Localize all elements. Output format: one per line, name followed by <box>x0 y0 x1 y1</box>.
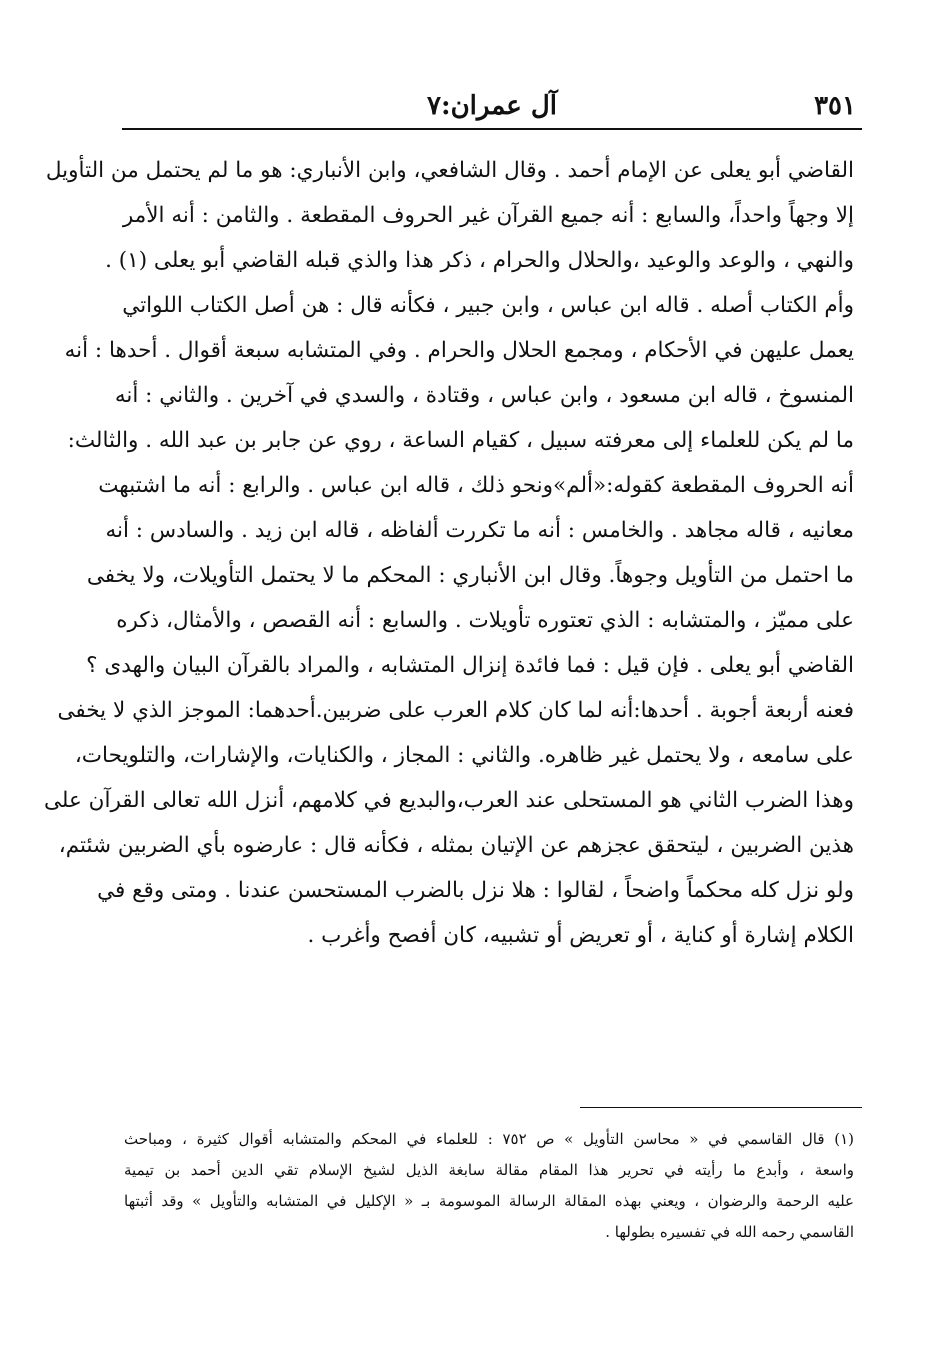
footnote-line: واسعة ، وأبدع ما رأيته في تحرير هذا المقام مقالة سابغة الذيل لشيخ الإسلام تقي الدين أحمد بن تيمية <box>124 1161 854 1179</box>
text-line: فعنه أربعة أجوبة . أحدها:أنه لما كان كلام العرب على ضربين.أحدهما: الموجز الذي لا يخفى <box>57 698 854 723</box>
text-line: معانيه ، قاله مجاهد . والخامس : أنه ما تكررت ألفاظه ، قاله ابن زيد . والسادس : أنه <box>105 518 854 543</box>
text-line: على مميّز ، والمتشابه : الذي تعتوره تأويلات . والسابع : أنه القصص ، والأمثال، ذكره <box>116 608 854 633</box>
footnote-line: (١) قال القاسمي في « محاسن التأويل » ص ٧٥٢ : للعلماء في المحكم والمتشابه أقوال كثيرة ، ومباحث <box>124 1130 854 1148</box>
footnote-line: عليه الرحمة والرضوان ، ويعني بهذه المقالة الرسالة الموسومة بـ « الإكليل في المتشابه والتأويل » وقد أثبتها <box>124 1192 854 1210</box>
text-line: على سامعه ، ولا يحتمل غير ظاهره. والثاني : المجاز ، والكنايات، والإشارات، والتلويحات، <box>74 743 854 768</box>
page-number: ٣٥١ <box>814 91 856 121</box>
text-line: هذين الضربين ، ليتحقق عجزهم عن الإتيان بمثله ، فكأنه قال : عارضوه بأي الضربين شئتم، <box>58 833 854 858</box>
footnote-separator <box>580 1107 862 1108</box>
text-line: الكلام إشارة أو كناية ، أو تعريض أو تشبيه، كان أفصح وأغرب . <box>307 923 854 948</box>
text-line: والنهي ، والوعد والوعيد ،والحلال والحرام ، ذكر هذا والذي قبله القاضي أبو يعلى (١) . <box>105 248 854 273</box>
text-line: ما احتمل من التأويل وجوهاً. وقال ابن الأنباري : المحكم ما لا يحتمل التأويلات، ولا يخفى <box>86 563 854 588</box>
page-header <box>122 86 862 126</box>
text-line: يعمل عليهن في الأحكام ، ومجمع الحلال والحرام . وفي المتشابه سبعة أقوال . أحدها : أنه <box>64 338 854 363</box>
text-line: القاضي أبو يعلى . فإن قيل : فما فائدة إنزال المتشابه ، والمراد بالقرآن البيان والهدى ؟ <box>86 653 854 678</box>
text-line: وأم الكتاب أصله . قاله ابن عباس ، وابن جبير ، فكأنه قال : هن أصل الكتاب اللواتي <box>122 293 854 318</box>
header-rule <box>122 128 862 130</box>
text-line: المنسوخ ، قاله ابن مسعود ، وابن عباس ، وقتادة ، والسدي في آخرين . والثاني : أنه <box>114 383 854 408</box>
main-text <box>43 148 854 958</box>
text-line: وهذا الضرب الثاني هو المستحلى عند العرب،والبديع في كلامهم، أنزل الله تعالى القرآن على <box>43 788 854 813</box>
footnote-line: القاسمي رحمه الله في تفسيره بطولها . <box>605 1223 854 1241</box>
text-line: القاضي أبو يعلى عن الإمام أحمد . وقال الشافعي، وابن الأنباري: هو ما لم يحتمل من التأويل <box>45 158 854 183</box>
text-line: إلا وجهاً واحداً، والسابع : أنه جميع القرآن غير الحروف المقطعة . والثامن : أنه الأمر <box>122 203 854 228</box>
text-line: أنه الحروف المقطعة كقوله:«ألم»ونحو ذلك ، قاله ابن عباس . والرابع : أنه ما اشتبهت <box>98 473 854 498</box>
running-title: آل عمران:٧ <box>427 91 557 121</box>
footnotes <box>124 1124 854 1248</box>
text-line: ولو نزل كله محكماً واضحاً ، لقالوا : هلا نزل بالضرب المستحسن عندنا . ومتى وقع في <box>97 878 854 903</box>
text-line: ما لم يكن للعلماء إلى معرفته سبيل ، كقيام الساعة ، روي عن جابر بن عبد الله . والثالث: <box>67 428 854 453</box>
